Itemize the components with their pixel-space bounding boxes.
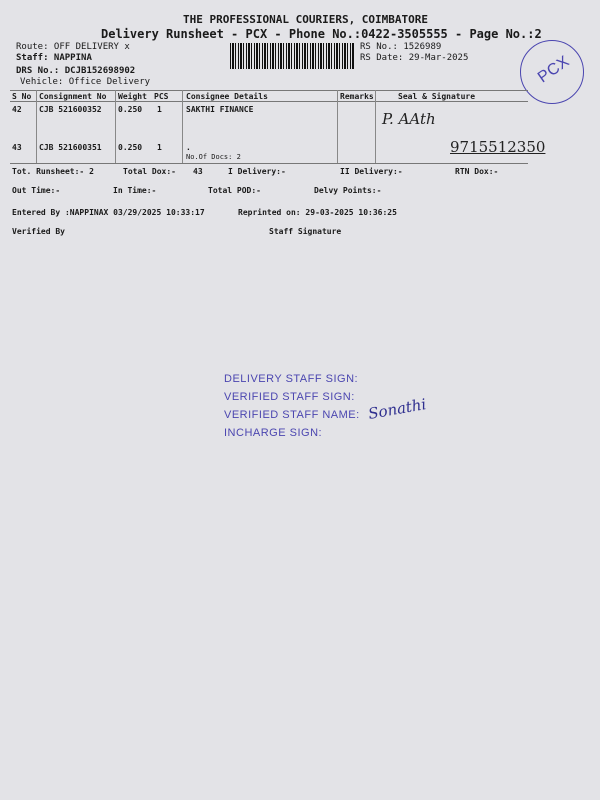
rs-number: RS No.: 1526989 bbox=[360, 42, 442, 52]
barcode bbox=[230, 43, 355, 69]
route: Route: OFF DELIVERY x bbox=[16, 42, 130, 52]
recipient-signature: P. AAth bbox=[382, 110, 436, 128]
rs-date: RS Date: 29-Mar-2025 bbox=[360, 53, 469, 63]
vehicle: Vehicle: Office Delivery bbox=[20, 77, 151, 87]
staff: Staff: NAPPINA bbox=[16, 53, 92, 63]
handwritten-phone: 9715512350 bbox=[450, 138, 546, 156]
pcx-stamp: PCX bbox=[520, 40, 584, 104]
drs-number: DRS No.: DCJB152698902 bbox=[16, 66, 136, 76]
runsheet-title: Delivery Runsheet - PCX - Phone No.:0422-3505555 - Page No.:2 bbox=[101, 27, 542, 41]
company-name: THE PROFESSIONAL COURIERS, COIMBATORE bbox=[183, 13, 429, 26]
